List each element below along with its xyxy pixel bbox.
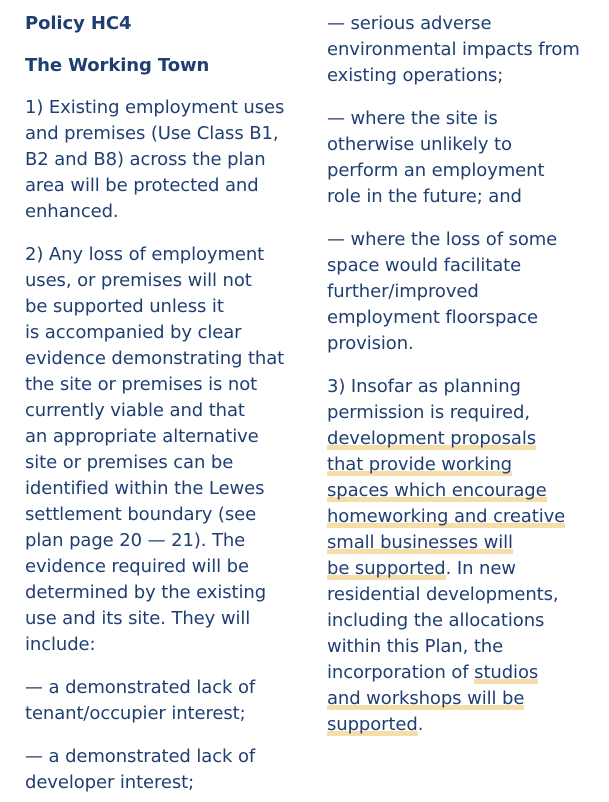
text-line [327,452,605,478]
text-line [327,686,605,712]
text-line: include: [25,634,96,655]
text-line: evidence demonstrating that [25,348,285,369]
text-line: evidence required will be [25,556,249,577]
text-line: settlement boundary (see [25,504,257,525]
text-line: otherwise unlikely to [327,134,512,155]
text-line: 1) Existing employment uses [25,97,285,118]
highlighted-text: and workshops will be [327,688,525,709]
paragraph-loss-of-employment [25,242,310,658]
text-line: and premises (Use Class B1, [25,123,279,144]
text-line: perform an employment [327,160,545,181]
text-line [327,426,605,452]
plain-text: . In new [445,558,516,579]
paragraph-planning-permission [327,374,605,738]
highlighted-text: development proposals [327,428,537,449]
policy-code: Policy HC4 [25,13,132,34]
text-line: an appropriate alternative [25,426,259,447]
text-line: area will be protected and [25,175,259,196]
text-line: is accompanied by clear [25,322,242,343]
bullet-site-unlikely [327,106,605,210]
text-line: site or premises can be [25,452,234,473]
text-line [327,556,605,582]
bullet-tenant-interest [25,675,310,727]
plain-text: incorporation of [327,662,475,683]
text-line: — a demonstrated lack of [25,677,256,698]
text-line: employment floorspace [327,307,538,328]
highlighted-text: supported [327,714,418,735]
text-line: within this Plan, the [327,636,504,657]
text-line: — serious adverse [327,13,492,34]
text-line: developer interest; [25,772,195,793]
text-line: 3) Insofar as planning [327,376,521,397]
left-column [25,11,310,796]
text-line [327,712,605,738]
text-line: — a demonstrated lack of [25,746,256,767]
highlighted-text: that provide working [327,454,512,475]
text-line: role in the future; and [327,186,522,207]
text-line: identified within the Lewes [25,478,265,499]
highlighted-text: be supported [327,558,446,579]
text-line: enhanced. [25,201,119,222]
text-line: determined by the existing [25,582,267,603]
text-line: environmental impacts from [327,39,580,60]
text-line: provision. [327,333,414,354]
text-line: be supported unless it [25,296,224,317]
text-line: uses, or premises will not [25,270,252,291]
bullet-environmental-impacts [327,11,605,89]
text-line: use and its site. They will [25,608,251,629]
text-line [327,478,605,504]
text-line: — where the site is [327,108,498,129]
text-line: B2 and B8) across the plan [25,149,266,170]
text-line: plan page 20 — 21). The [25,530,246,551]
text-line [327,504,605,530]
text-line: — where the loss of some [327,229,558,250]
highlighted-text: studios [474,662,539,683]
text-line: the site or premises is not [25,374,258,395]
highlighted-text: small businesses will [327,532,513,553]
text-line: existing operations; [327,65,504,86]
plain-text: . [417,714,424,735]
policy-title: The Working Town [25,55,210,76]
paragraph-existing-uses [25,95,310,225]
text-line: residential developments, [327,584,559,605]
highlighted-text: spaces which encourage [327,480,547,501]
text-line: further/improved [327,281,479,302]
text-line: tenant/occupier interest; [25,703,246,724]
highlighted-text: homeworking and creative [327,506,566,527]
bullet-space-facilitate [327,227,605,357]
text-line: permission is required, [327,402,530,423]
text-line: space would facilitate [327,255,522,276]
bullet-developer-interest [25,744,310,796]
text-line: 2) Any loss of employment [25,244,265,265]
text-line: including the allocations [327,610,545,631]
text-line [327,530,605,556]
text-line: currently viable and that [25,400,245,421]
right-column [327,11,605,738]
text-line [327,660,605,686]
